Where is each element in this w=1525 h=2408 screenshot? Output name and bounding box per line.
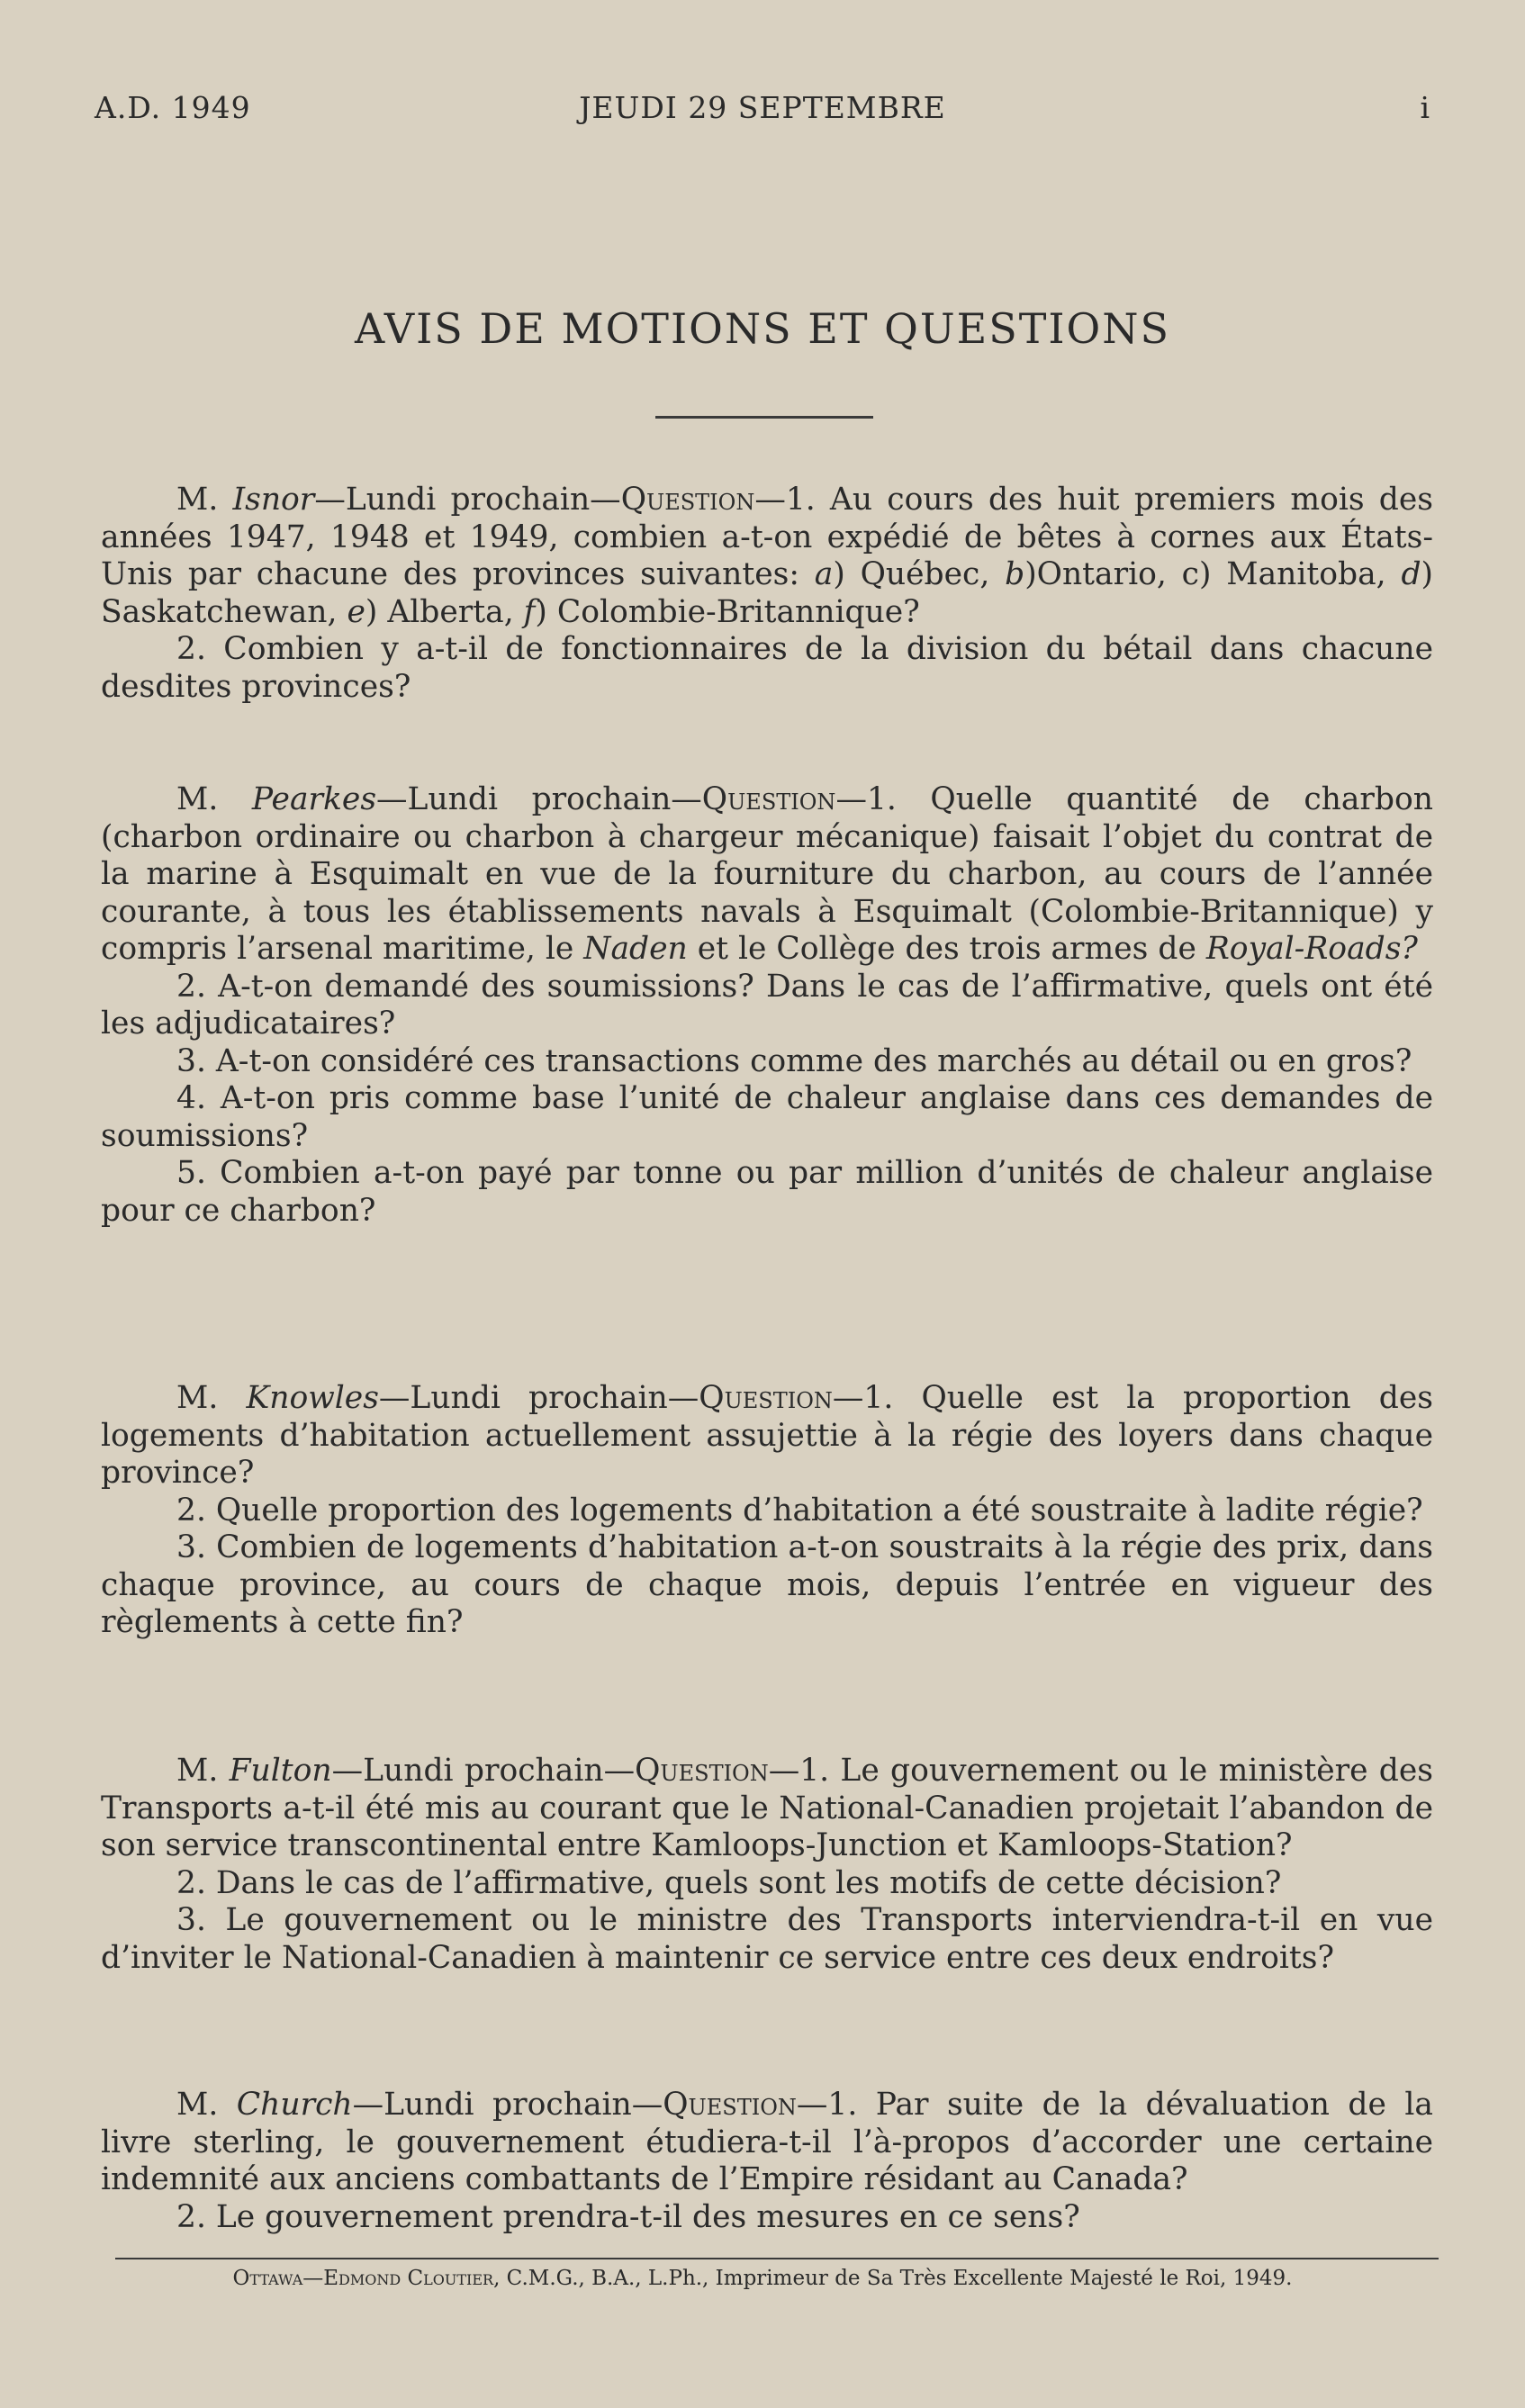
printer-imprint [0,2267,1525,2290]
notice-pearkes [101,781,1433,1230]
item-letter: d [1401,556,1421,592]
member-name: Knowles [246,1380,379,1416]
question-text: —1. Par suite de la dévaluation de la livre sterling, le gouvernement étudiera-t-il l’à-propos d’accorder une certaine indemnité aux anciens combattants de l’Empire résidant au Canada? [101,2087,1433,2197]
preamble: —Lundi prochain— [331,1753,636,1789]
member-name: Church [236,2087,353,2123]
member-title: M. [176,2087,237,2123]
question-5: 5. Combien a-t-on payé par tonne ou par million d’unités de chaleur anglaise pour ce charbon? [101,1155,1433,1229]
question-text: —1. Quelle est la proportion des logements d’habitation actuellement assujettie à la régie des loyers dans chaque province? [101,1380,1433,1491]
item-text: ) Saskatchewan, [101,556,1433,630]
question-label: Question [663,2087,797,2123]
member-title: M. [176,482,233,518]
item-text: ) Alberta, [365,593,524,630]
item-text: ) Québec, [833,556,1006,592]
notice-fulton [101,1753,1433,1977]
preamble: —Lundi prochain— [376,781,702,817]
question-1 [101,1380,1433,1493]
header-date: JEUDI 29 SEPTEMBRE [579,90,946,125]
question-label: Question [701,781,836,817]
imprint-printer: Edmond Cloutier [323,2267,494,2290]
question-3: 3. Le gouvernement ou le ministre des Transports interviendra-t-il en vue d’inviter le National-Canadien à maintenir ce service entre ces deux endroits? [101,1902,1433,1976]
member-name: Fulton [229,1753,332,1789]
question-3: 3. Combien de logements d’habitation a-t-on soustraits à la régie des prix, dans chaque province, au cours de chaque mois, depuis l’entrée en vigueur des règlements à cette fin? [101,1529,1433,1640]
question-2: 2. Combien y a-t-il de fonctionnaires de la division du bétail dans chacune desdites provinces? [101,631,1433,705]
question-1 [101,781,1433,969]
member-title: M. [176,781,252,817]
running-header [95,90,1430,133]
item-letter: b [1005,556,1025,592]
question-3: 3. A-t-on considéré ces transactions comme des marchés au détail ou en gros? [176,1042,1412,1079]
ship-name: Naden [583,931,688,967]
imprint-city: Ottawa [232,2267,303,2290]
member-title: M. [176,1753,230,1789]
preamble: —Lundi prochain— [352,2087,663,2123]
question-2: 2. Quelle proportion des logements d’habitation a été soustraite à ladite régie? [176,1492,1423,1529]
question-2: 2. A-t-on demandé des soumissions? Dans le cas de l’affirmative, quels ont été les adjudicataires? [101,968,1433,1042]
member-name: Pearkes [251,781,377,817]
question-text: —1. Quelle quantité de charbon (charbon ordinaire ou charbon à chargeur mécanique) faisait l’objet du contrat de la marine à Esquimalt en vue de la fourniture du charbon, au cours de l’année courante, à tous les établissements navals à Esquimalt (Colombie-Britannique) y compris l’arsenal maritime, le [101,781,1433,967]
page-title: AVIS DE MOTIONS ET QUESTIONS [354,304,1171,353]
question-label: Question [699,1380,833,1416]
footer-divider [115,2258,1439,2259]
question-1 [101,2087,1433,2199]
imprint-rest: , C.M.G., B.A., L.Ph., Imprimeur de Sa Très Excellente Majesté le Roi, 1949. [493,2267,1293,2290]
question-text: et le Collège des trois armes de [687,931,1206,967]
question-2: 2. Le gouvernement prendra-t-il des mesures en ce sens? [176,2198,1080,2235]
question-1 [101,1753,1433,1865]
question-2: 2. Dans le cas de l’affirmative, quels sont les motifs de cette décision? [176,1864,1282,1901]
item-text: )Ontario, c) Manitoba, [1024,556,1402,592]
question-label: Question [620,482,755,518]
item-text: ) Colombie-Britannique? [535,593,920,630]
question-label: Question [635,1753,769,1789]
imprint-dash: — [302,2267,324,2290]
preamble: —Lundi prochain— [314,482,621,518]
header-page-number: i [1420,90,1430,125]
question-text: —1. Au cours des huit premiers mois des années 1947, 1948 et 1949, combien a-t-on expédié de bêtes à cornes aux États-Unis par chacune des provinces suivantes: [101,482,1434,592]
notice-knowles [101,1380,1433,1642]
question-4: 4. A-t-on pris comme base l’unité de chaleur anglaise dans ces demandes de soumissions? [101,1080,1433,1154]
item-letter: a [814,556,834,592]
item-letter: e [347,593,365,630]
college-name: Royal-Roads? [1205,931,1418,967]
item-letter: f [523,593,536,630]
member-name: Isnor [232,482,315,518]
member-title: M. [176,1380,247,1416]
question-text: —1. Le gouvernement ou le ministère des Transports a-t-il été mis au courant que le National-Canadien projetait l’abandon de son service transcontinental entre Kamloops-Junction et Kamloops-Station? [101,1753,1433,1863]
preamble: —Lundi prochain— [378,1380,699,1416]
notice-isnor [101,482,1433,706]
header-year: A.D. 1949 [95,90,251,125]
notice-church [101,2087,1433,2236]
title-divider [655,416,873,419]
question-1 [101,482,1433,631]
